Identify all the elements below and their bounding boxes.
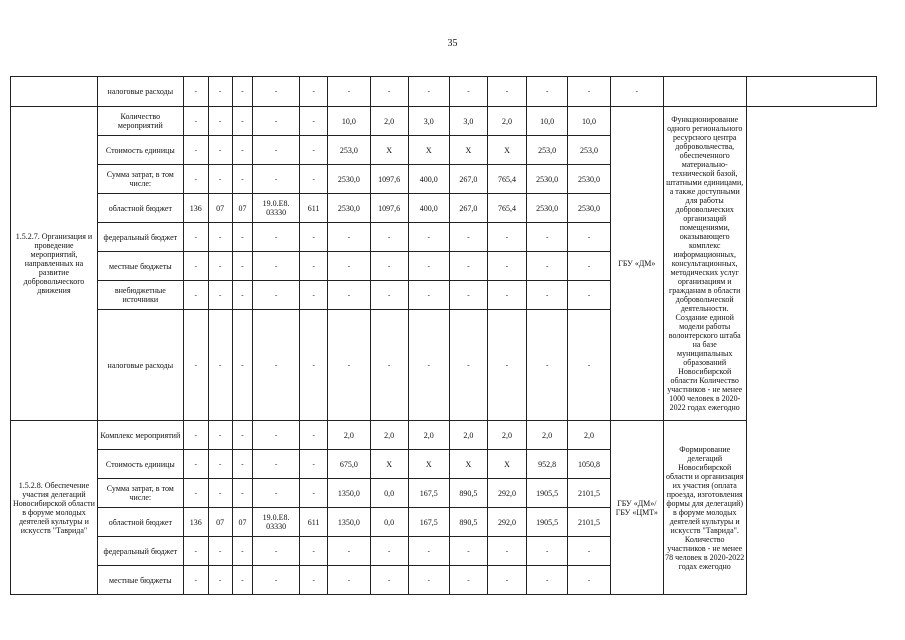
value-cell: 890,5 <box>449 479 487 508</box>
value-cell: - <box>183 310 208 421</box>
value-cell: 0,0 <box>370 479 408 508</box>
value-cell: - <box>568 537 610 566</box>
table-row <box>11 107 877 136</box>
value-cell: - <box>328 77 370 107</box>
value-cell: 400,0 <box>408 165 449 194</box>
value-cell: - <box>568 281 610 310</box>
indicator-cell: Сумма затрат, в том числе: <box>97 479 183 508</box>
value-cell: 19.0.E8. 03330 <box>253 508 300 537</box>
value-cell: - <box>487 566 526 595</box>
indicator-cell: Стоимость единицы <box>97 450 183 479</box>
value-cell: 952,8 <box>527 450 568 479</box>
value-cell: - <box>328 537 370 566</box>
value-cell: 2530,0 <box>527 165 568 194</box>
value-cell: - <box>232 281 253 310</box>
table-row <box>11 450 877 479</box>
value-cell: - <box>232 450 253 479</box>
value-cell: 267,0 <box>449 194 487 223</box>
indicator-cell: внебюджетные источники <box>97 281 183 310</box>
value-cell: - <box>299 252 327 281</box>
value-cell: 765,4 <box>487 194 526 223</box>
value-cell: - <box>183 537 208 566</box>
table-row <box>11 77 877 107</box>
value-cell: 136 <box>183 508 208 537</box>
value-cell: - <box>253 479 300 508</box>
table-row <box>11 508 877 537</box>
value-cell: - <box>253 223 300 252</box>
value-cell: - <box>299 450 327 479</box>
value-cell: - <box>449 77 487 107</box>
value-cell: - <box>253 310 300 421</box>
value-cell: - <box>408 223 449 252</box>
value-cell: - <box>208 107 232 136</box>
value-cell: - <box>183 107 208 136</box>
value-cell: - <box>487 77 526 107</box>
value-cell: - <box>370 566 408 595</box>
value-cell: 136 <box>183 194 208 223</box>
value-cell: - <box>449 566 487 595</box>
value-cell: 1050,8 <box>568 450 610 479</box>
value-cell: - <box>183 223 208 252</box>
value-cell: 2,0 <box>328 421 370 450</box>
value-cell: 167,5 <box>408 508 449 537</box>
value-cell: - <box>299 77 327 107</box>
value-cell: X <box>370 136 408 165</box>
value-cell: 10,0 <box>328 107 370 136</box>
value-cell: 2,0 <box>449 421 487 450</box>
value-cell: - <box>208 165 232 194</box>
indicator-cell: налоговые расходы <box>97 310 183 421</box>
value-cell: - <box>449 223 487 252</box>
value-cell: - <box>232 107 253 136</box>
value-cell: - <box>232 310 253 421</box>
value-cell: - <box>208 77 232 107</box>
value-cell: 19.0.E8. 03330 <box>253 194 300 223</box>
value-cell: 253,0 <box>328 136 370 165</box>
indicator-cell: Сумма затрат, в том числе: <box>97 165 183 194</box>
value-cell: 890,5 <box>449 508 487 537</box>
value-cell: - <box>183 450 208 479</box>
value-cell: 2101,5 <box>568 479 610 508</box>
value-cell: X <box>370 450 408 479</box>
value-cell: - <box>370 537 408 566</box>
value-cell: - <box>527 281 568 310</box>
value-cell: - <box>208 479 232 508</box>
indicator-cell: федеральный бюджет <box>97 537 183 566</box>
value-cell: - <box>183 252 208 281</box>
value-cell: - <box>232 77 253 107</box>
value-cell: - <box>253 281 300 310</box>
value-cell: - <box>328 566 370 595</box>
value-cell: - <box>568 77 610 107</box>
value-cell: - <box>328 281 370 310</box>
table-row <box>11 479 877 508</box>
value-cell: - <box>299 223 327 252</box>
value-cell: 10,0 <box>568 107 610 136</box>
value-cell: 2530,0 <box>568 194 610 223</box>
value-cell: - <box>253 252 300 281</box>
executor-cell: ГБУ «ДМ» <box>610 107 663 421</box>
value-cell: 267,0 <box>449 165 487 194</box>
table-row <box>11 194 877 223</box>
value-cell: - <box>208 136 232 165</box>
indicator-cell: местные бюджеты <box>97 252 183 281</box>
value-cell: - <box>208 537 232 566</box>
value-cell: - <box>183 136 208 165</box>
indicator-cell: областной бюджет <box>97 508 183 537</box>
value-cell: 253,0 <box>568 136 610 165</box>
value-cell: - <box>183 165 208 194</box>
value-cell: 07 <box>208 508 232 537</box>
value-cell: - <box>232 136 253 165</box>
value-cell: - <box>253 537 300 566</box>
value-cell: - <box>299 421 327 450</box>
value-cell: - <box>232 223 253 252</box>
table-row <box>11 537 877 566</box>
value-cell: 1905,5 <box>527 479 568 508</box>
section-code-label: 1.5.2.7. Организация и проведение мероприятий, направленных на развитие добровольческого движения <box>11 107 98 421</box>
value-cell: - <box>568 566 610 595</box>
indicator-cell: областной бюджет <box>97 194 183 223</box>
value-cell: - <box>328 252 370 281</box>
value-cell: - <box>299 107 327 136</box>
table-row <box>11 421 877 450</box>
value-cell: 292,0 <box>487 479 526 508</box>
value-cell: 2530,0 <box>527 194 568 223</box>
table-row <box>11 281 877 310</box>
value-cell: - <box>408 310 449 421</box>
value-cell: - <box>487 223 526 252</box>
value-cell: - <box>232 165 253 194</box>
result-cell: Формирование делегаций Новосибирской области и организация их участия (оплата проезда, изготовления формы для делегаций) в форуме молодых деятелей культуры и искусств "Таврида". Количество участников - не менее 78 человек в 2020-2022 годах ежегодно <box>663 421 746 595</box>
value-cell: - <box>527 223 568 252</box>
value-cell: 2530,0 <box>568 165 610 194</box>
value-cell: 765,4 <box>487 165 526 194</box>
value-cell: 2530,0 <box>328 165 370 194</box>
value-cell: - <box>299 165 327 194</box>
value-cell: - <box>299 136 327 165</box>
indicator-cell: Стоимость единицы <box>97 136 183 165</box>
value-cell: 1350,0 <box>328 508 370 537</box>
value-cell: - <box>527 537 568 566</box>
value-cell: - <box>183 566 208 595</box>
indicator-cell: Комплекс мероприятий <box>97 421 183 450</box>
value-cell: - <box>568 310 610 421</box>
value-cell: X <box>487 136 526 165</box>
value-cell: - <box>370 310 408 421</box>
value-cell: - <box>449 281 487 310</box>
value-cell: - <box>232 537 253 566</box>
value-cell: - <box>370 223 408 252</box>
value-cell: - <box>299 537 327 566</box>
indicator-cell: федеральный бюджет <box>97 223 183 252</box>
value-cell: 2,0 <box>487 107 526 136</box>
value-cell: - <box>408 77 449 107</box>
budget-table <box>10 76 877 595</box>
value-cell: - <box>487 310 526 421</box>
value-cell: - <box>232 421 253 450</box>
value-cell: 0,0 <box>370 508 408 537</box>
value-cell: - <box>253 165 300 194</box>
value-cell: 2,0 <box>487 421 526 450</box>
value-cell: 2,0 <box>370 107 408 136</box>
table-row <box>11 136 877 165</box>
value-cell: - <box>232 479 253 508</box>
value-cell: X <box>408 450 449 479</box>
indicator-cell: местные бюджеты <box>97 566 183 595</box>
value-cell: 10,0 <box>527 107 568 136</box>
table-row <box>11 223 877 252</box>
value-cell: - <box>408 252 449 281</box>
value-cell: 611 <box>299 194 327 223</box>
value-cell: - <box>183 421 208 450</box>
value-cell: - <box>208 566 232 595</box>
value-cell: 1905,5 <box>527 508 568 537</box>
value-cell: - <box>487 252 526 281</box>
result-cell <box>746 77 877 107</box>
value-cell: 07 <box>208 194 232 223</box>
value-cell: - <box>208 421 232 450</box>
value-cell: - <box>527 77 568 107</box>
value-cell: - <box>299 566 327 595</box>
value-cell: - <box>253 566 300 595</box>
value-cell: - <box>370 77 408 107</box>
section-code-label: 1.5.2.8. Обеспечение участия делегаций Новосибирской области в форуме молодых деятелей культуры и искусств "Таврида" <box>11 421 98 595</box>
code-cell <box>11 77 98 107</box>
value-cell: X <box>449 136 487 165</box>
value-cell: - <box>232 566 253 595</box>
value-cell: 2,0 <box>408 421 449 450</box>
value-cell: 2101,5 <box>568 508 610 537</box>
value-cell: - <box>408 281 449 310</box>
value-cell: - <box>487 537 526 566</box>
value-cell: - <box>208 281 232 310</box>
value-cell: 3,0 <box>449 107 487 136</box>
value-cell: - <box>370 281 408 310</box>
value-cell: X <box>487 450 526 479</box>
value-cell: - <box>568 252 610 281</box>
value-cell: - <box>253 77 300 107</box>
value-cell: - <box>449 310 487 421</box>
value-cell: 2,0 <box>568 421 610 450</box>
value-cell: 400,0 <box>408 194 449 223</box>
value-cell: - <box>449 537 487 566</box>
executor-cell: ГБУ «ДМ»/ГБУ «ЦМТ» <box>610 421 663 595</box>
value-cell: 1097,6 <box>370 194 408 223</box>
value-cell: - <box>253 136 300 165</box>
table-row <box>11 310 877 421</box>
page-number: 35 <box>447 38 458 49</box>
value-cell: 07 <box>232 508 253 537</box>
value-cell: 07 <box>232 194 253 223</box>
value-cell: - <box>208 450 232 479</box>
value-cell: 2,0 <box>370 421 408 450</box>
table-row <box>11 566 877 595</box>
indicator-cell: Количество мероприятий <box>97 107 183 136</box>
value-cell: - <box>183 281 208 310</box>
result-cell: Функционирование одного регионального ресурсного центра добровольчества, обеспеченного материально-технической базой, штатными единицами, а также доступными для работы добровольческих организаций помещениями, оказывающего комплекс информационных, консультационных, методических услуг организациям и гражданам в области добровольческой деятельности. Создание единой модели работы волонтерского штаба на базе муниципальных образований Новосибирской области Количество участников - не менее 1000 человек в 2020-2022 годах ежегодно <box>663 107 746 421</box>
value-cell: 611 <box>299 508 327 537</box>
value-cell: - <box>449 252 487 281</box>
value-cell: 1350,0 <box>328 479 370 508</box>
value-cell: - <box>568 223 610 252</box>
value-cell: - <box>370 252 408 281</box>
value-cell: - <box>253 421 300 450</box>
value-cell: - <box>299 310 327 421</box>
value-cell: - <box>208 252 232 281</box>
value-cell: 675,0 <box>328 450 370 479</box>
value-cell: X <box>449 450 487 479</box>
table-row <box>11 252 877 281</box>
value-cell: - <box>208 310 232 421</box>
value-cell: - <box>299 281 327 310</box>
value-cell: - <box>253 107 300 136</box>
value-cell: 2,0 <box>527 421 568 450</box>
value-cell: - <box>408 566 449 595</box>
value-cell: - <box>253 450 300 479</box>
value-cell: - <box>208 223 232 252</box>
value-cell: 3,0 <box>408 107 449 136</box>
value-cell: - <box>527 310 568 421</box>
value-cell: - <box>328 223 370 252</box>
value-cell: - <box>328 310 370 421</box>
value-cell: 2530,0 <box>328 194 370 223</box>
value-cell: - <box>408 537 449 566</box>
value-cell: - <box>299 479 327 508</box>
value-cell: - <box>183 479 208 508</box>
indicator-cell: налоговые расходы <box>97 77 183 107</box>
value-cell: - <box>610 77 663 107</box>
value-cell: - <box>183 77 208 107</box>
value-cell: 253,0 <box>527 136 568 165</box>
value-cell: X <box>408 136 449 165</box>
executor-cell <box>663 77 746 107</box>
value-cell: - <box>527 252 568 281</box>
value-cell: 1097,6 <box>370 165 408 194</box>
value-cell: 292,0 <box>487 508 526 537</box>
value-cell: - <box>232 252 253 281</box>
value-cell: 167,5 <box>408 479 449 508</box>
value-cell: - <box>527 566 568 595</box>
table-row <box>11 165 877 194</box>
value-cell: - <box>487 281 526 310</box>
